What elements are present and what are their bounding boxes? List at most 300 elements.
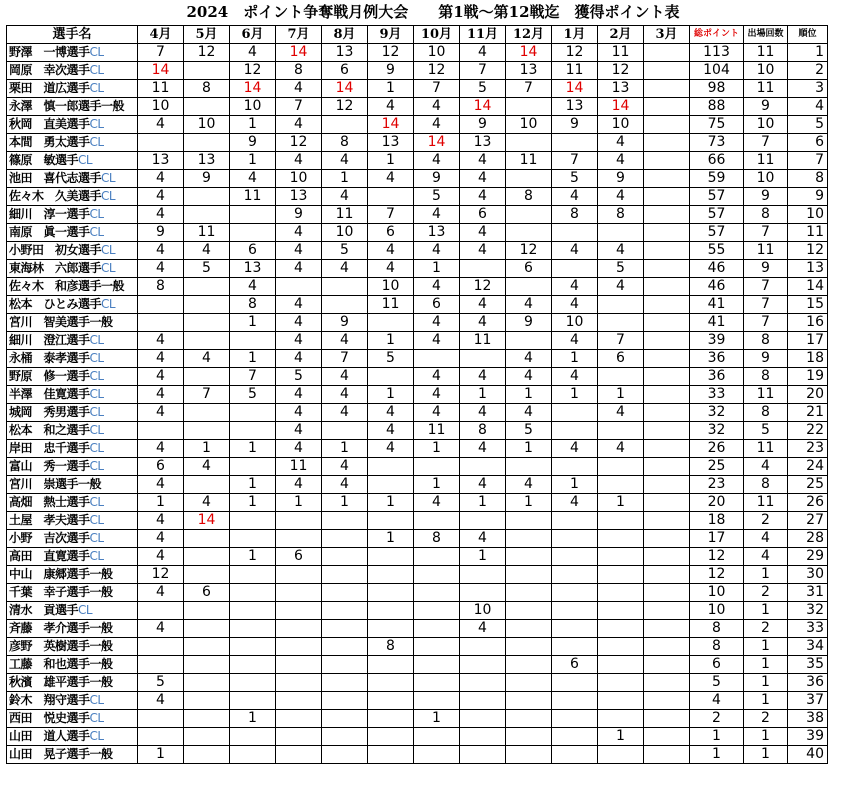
player-name-cell xyxy=(7,314,138,332)
month-points xyxy=(230,638,276,656)
month-points xyxy=(230,530,276,548)
total-points: 32 xyxy=(690,422,744,440)
total-points: 36 xyxy=(690,368,744,386)
month-points xyxy=(506,98,552,116)
month-points xyxy=(460,458,506,476)
player-name-cell xyxy=(7,494,138,512)
rank: 35 xyxy=(788,656,828,674)
month-points xyxy=(506,566,552,584)
month-points xyxy=(368,746,414,764)
month-points xyxy=(644,548,690,566)
month-points xyxy=(552,620,598,638)
month-points xyxy=(598,602,644,620)
month-points xyxy=(506,728,552,746)
table-row xyxy=(7,314,828,332)
total-points: 17 xyxy=(690,530,744,548)
month-points xyxy=(184,530,230,548)
month-points: 12 xyxy=(552,44,598,62)
player-class: 一般 xyxy=(101,279,125,293)
month-points xyxy=(460,566,506,584)
entry-count: 1 xyxy=(744,638,788,656)
month-points: 10 xyxy=(368,278,414,296)
month-points xyxy=(184,188,230,206)
total-points: 23 xyxy=(690,476,744,494)
header-count: 出場回数 xyxy=(744,26,788,44)
total-points: 55 xyxy=(690,242,744,260)
month-points xyxy=(460,260,506,278)
entry-count: 1 xyxy=(744,746,788,764)
rank: 15 xyxy=(788,296,828,314)
rank: 2 xyxy=(788,62,828,80)
month-points xyxy=(230,728,276,746)
player-name: 池田 喜代志選手 xyxy=(9,171,102,185)
month-points xyxy=(552,728,598,746)
month-points xyxy=(230,458,276,476)
month-points xyxy=(230,224,276,242)
player-name: 秋岡 直美選手 xyxy=(9,117,90,131)
header-month: 4月 xyxy=(138,26,184,44)
month-points: 1 xyxy=(414,440,460,458)
month-points xyxy=(506,332,552,350)
month-points xyxy=(184,638,230,656)
player-name-cell xyxy=(7,98,138,116)
header-total: 総ポイント xyxy=(690,26,744,44)
month-points: 4 xyxy=(322,404,368,422)
total-points: 26 xyxy=(690,440,744,458)
entry-count: 2 xyxy=(744,620,788,638)
month-points xyxy=(414,458,460,476)
month-points: 10 xyxy=(138,98,184,116)
table-row xyxy=(7,188,828,206)
month-points xyxy=(184,332,230,350)
month-points: 4 xyxy=(552,278,598,296)
table-row xyxy=(7,404,828,422)
month-points xyxy=(598,458,644,476)
month-points: 1 xyxy=(598,728,644,746)
entry-count: 1 xyxy=(744,602,788,620)
month-points: 4 xyxy=(552,242,598,260)
entry-count: 11 xyxy=(744,44,788,62)
total-points: 8 xyxy=(690,620,744,638)
month-points: 4 xyxy=(368,404,414,422)
month-points: 1 xyxy=(368,386,414,404)
entry-count: 1 xyxy=(744,728,788,746)
entry-count: 8 xyxy=(744,206,788,224)
month-points: 9 xyxy=(230,134,276,152)
month-points: 8 xyxy=(184,80,230,98)
month-points: 1 xyxy=(230,710,276,728)
month-points: 4 xyxy=(322,152,368,170)
month-points: 4 xyxy=(138,620,184,638)
player-name: 半澤 佳寛選手 xyxy=(9,387,90,401)
month-points: 4 xyxy=(368,260,414,278)
month-points xyxy=(644,674,690,692)
month-points xyxy=(552,458,598,476)
month-points: 7 xyxy=(598,332,644,350)
month-points: 4 xyxy=(460,314,506,332)
month-points xyxy=(138,134,184,152)
month-points xyxy=(138,422,184,440)
rank: 10 xyxy=(788,206,828,224)
month-points xyxy=(552,710,598,728)
month-points: 4 xyxy=(138,350,184,368)
player-class: CL xyxy=(89,441,104,455)
header-month: 5月 xyxy=(184,26,230,44)
entry-count: 7 xyxy=(744,134,788,152)
month-points: 5 xyxy=(230,386,276,404)
player-name: 土屋 孝夫選手 xyxy=(9,513,90,527)
month-points xyxy=(644,458,690,476)
month-points xyxy=(322,278,368,296)
table-row xyxy=(7,152,828,170)
month-points xyxy=(644,656,690,674)
month-points xyxy=(598,620,644,638)
month-points: 7 xyxy=(322,350,368,368)
month-points: 1 xyxy=(184,440,230,458)
player-name: 西田 悦史選手 xyxy=(9,711,90,725)
player-name: 秋濱 雄平選手 xyxy=(9,675,90,689)
rank: 39 xyxy=(788,728,828,746)
header-month: 12月 xyxy=(506,26,552,44)
month-points: 4 xyxy=(552,368,598,386)
month-points: 1 xyxy=(230,548,276,566)
month-points: 10 xyxy=(506,116,552,134)
rank: 8 xyxy=(788,170,828,188)
month-points xyxy=(414,584,460,602)
month-points: 14 xyxy=(322,80,368,98)
player-name-cell xyxy=(7,566,138,584)
month-points xyxy=(552,674,598,692)
player-name-cell xyxy=(7,152,138,170)
month-points xyxy=(644,728,690,746)
month-points: 1 xyxy=(322,170,368,188)
entry-count: 9 xyxy=(744,350,788,368)
player-name-cell xyxy=(7,368,138,386)
rank: 28 xyxy=(788,530,828,548)
player-class: 一般 xyxy=(89,675,113,689)
month-points: 4 xyxy=(414,152,460,170)
month-points xyxy=(322,530,368,548)
rank: 17 xyxy=(788,332,828,350)
entry-count: 1 xyxy=(744,674,788,692)
month-points: 9 xyxy=(460,116,506,134)
month-points: 14 xyxy=(506,44,552,62)
month-points xyxy=(644,584,690,602)
rank: 30 xyxy=(788,566,828,584)
month-points: 13 xyxy=(368,134,414,152)
month-points xyxy=(460,692,506,710)
player-name: 佐々木 和彦選手 xyxy=(9,279,102,293)
month-points: 12 xyxy=(322,98,368,116)
player-name: 篠原 敏選手 xyxy=(9,153,79,167)
month-points xyxy=(184,278,230,296)
month-points xyxy=(644,602,690,620)
month-points: 4 xyxy=(506,296,552,314)
total-points: 2 xyxy=(690,710,744,728)
month-points xyxy=(506,548,552,566)
entry-count: 11 xyxy=(744,152,788,170)
rank: 36 xyxy=(788,674,828,692)
month-points: 4 xyxy=(322,386,368,404)
month-points xyxy=(276,728,322,746)
month-points: 1 xyxy=(598,386,644,404)
month-points: 4 xyxy=(276,80,322,98)
month-points: 11 xyxy=(276,458,322,476)
rank: 33 xyxy=(788,620,828,638)
month-points xyxy=(230,206,276,224)
month-points: 1 xyxy=(598,494,644,512)
month-points xyxy=(644,314,690,332)
month-points: 12 xyxy=(230,62,276,80)
table-row xyxy=(7,260,828,278)
month-points xyxy=(644,188,690,206)
table-row xyxy=(7,458,828,476)
entry-count: 10 xyxy=(744,62,788,80)
month-points: 4 xyxy=(460,296,506,314)
month-points: 6 xyxy=(230,242,276,260)
month-points: 4 xyxy=(414,368,460,386)
month-points: 4 xyxy=(460,242,506,260)
entry-count: 9 xyxy=(744,188,788,206)
month-points xyxy=(598,674,644,692)
total-points: 12 xyxy=(690,548,744,566)
table-row xyxy=(7,476,828,494)
total-points: 25 xyxy=(690,458,744,476)
month-points: 8 xyxy=(460,422,506,440)
month-points: 8 xyxy=(552,206,598,224)
month-points xyxy=(644,494,690,512)
month-points xyxy=(644,152,690,170)
table-row xyxy=(7,620,828,638)
player-class: CL xyxy=(101,189,116,203)
month-points: 5 xyxy=(322,242,368,260)
table-row xyxy=(7,368,828,386)
month-points: 4 xyxy=(276,260,322,278)
month-points: 4 xyxy=(138,548,184,566)
player-name-cell xyxy=(7,674,138,692)
month-points xyxy=(598,224,644,242)
month-points: 13 xyxy=(552,98,598,116)
month-points xyxy=(506,206,552,224)
player-name-cell xyxy=(7,530,138,548)
month-points: 1 xyxy=(230,152,276,170)
rank: 20 xyxy=(788,386,828,404)
month-points: 11 xyxy=(598,44,644,62)
month-points: 13 xyxy=(506,62,552,80)
table-row xyxy=(7,692,828,710)
month-points: 4 xyxy=(598,278,644,296)
total-points: 6 xyxy=(690,656,744,674)
rank: 27 xyxy=(788,512,828,530)
total-points: 75 xyxy=(690,116,744,134)
month-points xyxy=(322,674,368,692)
entry-count: 7 xyxy=(744,278,788,296)
player-name: 小野田 初女選手 xyxy=(9,243,102,257)
month-points xyxy=(460,638,506,656)
entry-count: 8 xyxy=(744,368,788,386)
month-points: 4 xyxy=(506,350,552,368)
month-points: 4 xyxy=(598,242,644,260)
month-points: 4 xyxy=(414,206,460,224)
player-class: CL xyxy=(89,369,104,383)
table-row xyxy=(7,296,828,314)
month-points: 1 xyxy=(552,386,598,404)
header-name: 選手名 xyxy=(7,26,138,44)
table-row xyxy=(7,224,828,242)
total-points: 10 xyxy=(690,602,744,620)
month-points: 4 xyxy=(138,170,184,188)
month-points xyxy=(506,224,552,242)
rank: 1 xyxy=(788,44,828,62)
month-points: 4 xyxy=(138,368,184,386)
rank: 16 xyxy=(788,314,828,332)
month-points xyxy=(644,692,690,710)
player-name: 永澤 慎一郎選手 xyxy=(9,99,102,113)
entry-count: 11 xyxy=(744,440,788,458)
player-class: CL xyxy=(101,243,116,257)
total-points: 46 xyxy=(690,260,744,278)
rank: 25 xyxy=(788,476,828,494)
month-points xyxy=(184,404,230,422)
month-points: 4 xyxy=(276,296,322,314)
month-points: 12 xyxy=(276,134,322,152)
month-points xyxy=(414,602,460,620)
month-points: 4 xyxy=(414,242,460,260)
month-points: 12 xyxy=(598,62,644,80)
month-points xyxy=(230,584,276,602)
month-points: 4 xyxy=(460,620,506,638)
month-points: 1 xyxy=(460,494,506,512)
month-points xyxy=(644,638,690,656)
month-points xyxy=(598,638,644,656)
month-points xyxy=(598,512,644,530)
month-points xyxy=(276,746,322,764)
rank: 9 xyxy=(788,188,828,206)
month-points xyxy=(414,512,460,530)
header-month: 7月 xyxy=(276,26,322,44)
month-points: 1 xyxy=(414,476,460,494)
month-points: 12 xyxy=(138,566,184,584)
month-points: 4 xyxy=(460,152,506,170)
month-points xyxy=(552,746,598,764)
month-points xyxy=(184,566,230,584)
month-points xyxy=(506,278,552,296)
entry-count: 5 xyxy=(744,422,788,440)
month-points: 11 xyxy=(506,152,552,170)
player-class: CL xyxy=(89,333,104,347)
month-points xyxy=(414,638,460,656)
month-points xyxy=(644,386,690,404)
month-points xyxy=(184,62,230,80)
month-points xyxy=(368,368,414,386)
player-class: CL xyxy=(89,63,104,77)
month-points xyxy=(644,170,690,188)
month-points: 4 xyxy=(414,116,460,134)
month-points: 4 xyxy=(138,188,184,206)
month-points: 4 xyxy=(138,476,184,494)
player-class: CL xyxy=(89,513,104,527)
month-points: 4 xyxy=(322,368,368,386)
month-points: 14 xyxy=(138,62,184,80)
month-points xyxy=(184,746,230,764)
player-name-cell xyxy=(7,746,138,764)
month-points: 12 xyxy=(368,44,414,62)
table-row xyxy=(7,350,828,368)
month-points: 8 xyxy=(276,62,322,80)
month-points: 9 xyxy=(368,62,414,80)
player-name: 千葉 幸子選手 xyxy=(9,585,90,599)
player-name-cell xyxy=(7,188,138,206)
month-points: 4 xyxy=(276,116,322,134)
month-points: 9 xyxy=(598,170,644,188)
month-points: 4 xyxy=(276,386,322,404)
month-points: 10 xyxy=(276,170,322,188)
month-points xyxy=(184,476,230,494)
month-points: 4 xyxy=(460,530,506,548)
player-name: 斉藤 孝介選手 xyxy=(9,621,90,635)
total-points: 41 xyxy=(690,314,744,332)
month-points: 4 xyxy=(460,170,506,188)
player-class: 一般 xyxy=(89,657,113,671)
header-month: 8月 xyxy=(322,26,368,44)
total-points: 32 xyxy=(690,404,744,422)
player-name-cell xyxy=(7,710,138,728)
month-points: 4 xyxy=(276,224,322,242)
month-points: 6 xyxy=(322,62,368,80)
month-points: 4 xyxy=(138,332,184,350)
month-points xyxy=(506,620,552,638)
month-points xyxy=(184,602,230,620)
player-name-cell xyxy=(7,224,138,242)
player-name-cell xyxy=(7,80,138,98)
rank: 21 xyxy=(788,404,828,422)
month-points xyxy=(414,674,460,692)
player-class: CL xyxy=(89,387,104,401)
month-points: 6 xyxy=(368,224,414,242)
player-class: 一般 xyxy=(101,99,125,113)
table-row xyxy=(7,206,828,224)
month-points xyxy=(368,602,414,620)
month-points: 8 xyxy=(506,188,552,206)
player-class: 一般 xyxy=(89,315,113,329)
month-points xyxy=(506,134,552,152)
month-points: 4 xyxy=(598,440,644,458)
month-points xyxy=(368,548,414,566)
month-points: 4 xyxy=(138,116,184,134)
month-points: 5 xyxy=(460,80,506,98)
player-name-cell xyxy=(7,62,138,80)
month-points xyxy=(552,224,598,242)
header-month: 3月 xyxy=(644,26,690,44)
month-points: 1 xyxy=(552,350,598,368)
table-row xyxy=(7,548,828,566)
month-points: 12 xyxy=(506,242,552,260)
player-name-cell xyxy=(7,584,138,602)
month-points xyxy=(552,602,598,620)
month-points xyxy=(368,656,414,674)
entry-count: 8 xyxy=(744,332,788,350)
month-points xyxy=(414,566,460,584)
player-class: 一般 xyxy=(89,585,113,599)
month-points: 9 xyxy=(138,224,184,242)
total-points: 66 xyxy=(690,152,744,170)
month-points xyxy=(138,314,184,332)
month-points xyxy=(414,620,460,638)
month-points xyxy=(598,548,644,566)
player-name: 清水 貢選手 xyxy=(9,603,79,617)
month-points: 4 xyxy=(598,404,644,422)
month-points xyxy=(644,566,690,584)
